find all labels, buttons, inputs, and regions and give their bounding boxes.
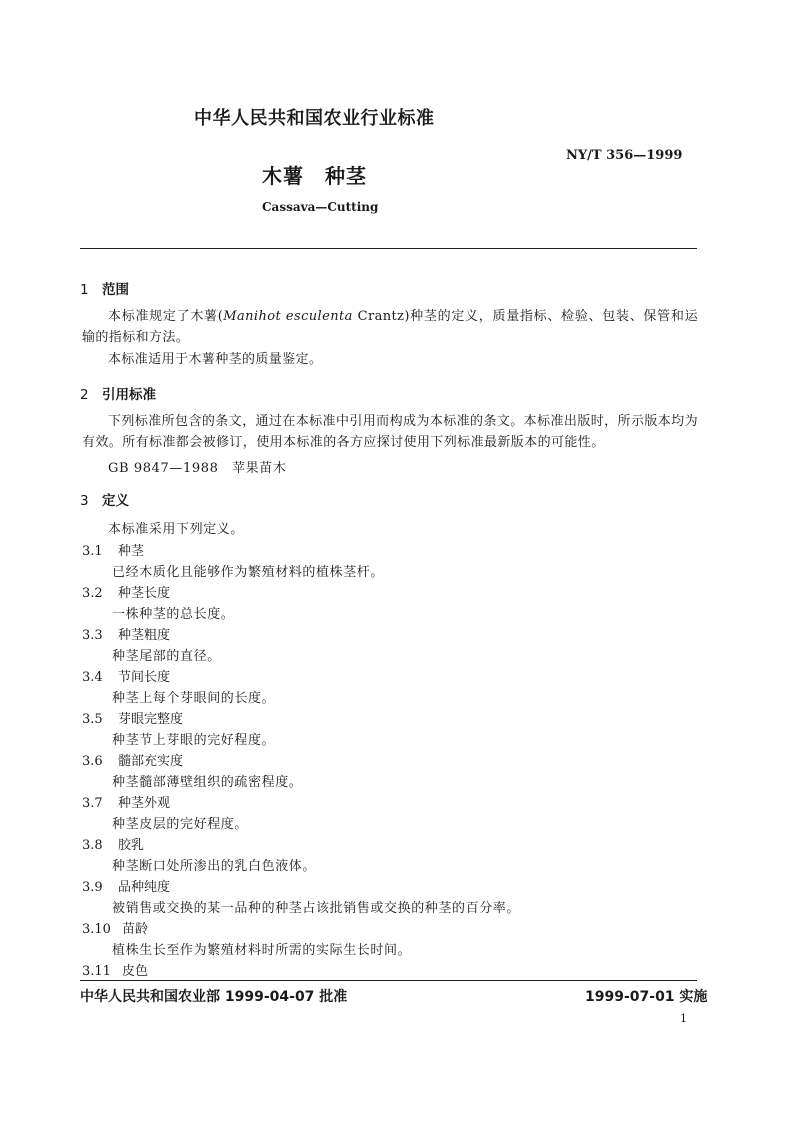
definition-term: 3.7 种茎外观 (82, 796, 171, 811)
section-3-heading (80, 489, 129, 509)
effective-date: 1999-07-01 实施 (585, 989, 708, 1005)
section-3-intro: 本标准采用下列定义。 (108, 522, 245, 537)
definition-term: 3.8 胶乳 (82, 838, 145, 853)
definition-text: 一株种茎的总长度。 (112, 607, 235, 622)
definition-term: 3.10 苗龄 (82, 922, 149, 937)
section-number: 1 (80, 282, 89, 298)
section-2-paragraph-1: 下列标准所包含的条文，通过在本标准中引用而构成为本标准的条文。本标准出版时，所示版本均为有效。所有标准都会被修订，使用本标准的各方应探讨使用下列标准最新版本的可能性。 (82, 414, 698, 450)
definition-term: 3.3 种茎粗度 (82, 628, 171, 643)
definition-term: 3.4 节间长度 (82, 670, 171, 685)
section-1-paragraph-1: 本标准规定了木薯(Manihot esculenta Crantz)种茎的定义，质量指标、检验、包装、保管和运输的指标和方法。 (82, 309, 698, 345)
section-1-paragraph-2: 本标准适用于木薯种茎的质量鉴定。 (108, 352, 323, 367)
definition-text: 种茎尾部的直径。 (112, 649, 221, 664)
approval-line: 中华人民共和国农业部 1999-04-07 批准 (80, 989, 348, 1005)
definition-text: 种茎皮层的完好程度。 (112, 817, 249, 832)
definition-term: 3.11 皮色 (82, 964, 149, 979)
page-number: 1 (680, 1012, 687, 1025)
definition-term: 3.5 芽眼完整度 (82, 712, 184, 727)
section-1-heading (80, 278, 129, 298)
definition-term: 3.9 品种纯度 (82, 880, 171, 895)
definition-term: 3.6 髓部充实度 (82, 754, 184, 769)
scientific-name: Manihot esculenta (223, 309, 353, 324)
header-divider (80, 248, 697, 249)
standard-category-heading: 中华人民共和国农业行业标准 (194, 108, 435, 129)
definition-text: 已经木质化且能够作为繁殖材料的植株茎杆。 (112, 565, 385, 580)
section-number: 3 (80, 493, 89, 509)
definition-text: 种茎上每个芽眼间的长度。 (112, 691, 276, 706)
section-title: 引用标准 (102, 387, 156, 403)
normative-reference: GB 9847—1988 苹果苗木 (108, 461, 287, 476)
section-title: 范围 (102, 282, 129, 298)
definition-text: 种茎节上芽眼的完好程度。 (112, 733, 276, 748)
section-2-heading (80, 383, 156, 403)
section-title: 定义 (102, 493, 129, 509)
definition-text: 种茎断口处所渗出的乳白色液体。 (112, 859, 317, 874)
definition-term: 3.1 种茎 (82, 544, 145, 559)
footer-divider (80, 980, 697, 981)
definition-text: 种茎髓部薄壁组织的疏密程度。 (112, 775, 303, 790)
section-number: 2 (80, 387, 89, 403)
definition-text: 被销售或交换的某一品种的种茎占该批销售或交换的种茎的百分率。 (112, 901, 521, 916)
definition-term: 3.2 种茎长度 (82, 586, 171, 601)
standard-number: NY/T 356—1999 (566, 148, 683, 163)
definition-text: 植株生长至作为繁殖材料时所需的实际生长时间。 (112, 943, 412, 958)
document-title-cn: 木薯 种茎 (262, 164, 367, 188)
document-title-en: Cassava—Cutting (262, 200, 379, 214)
